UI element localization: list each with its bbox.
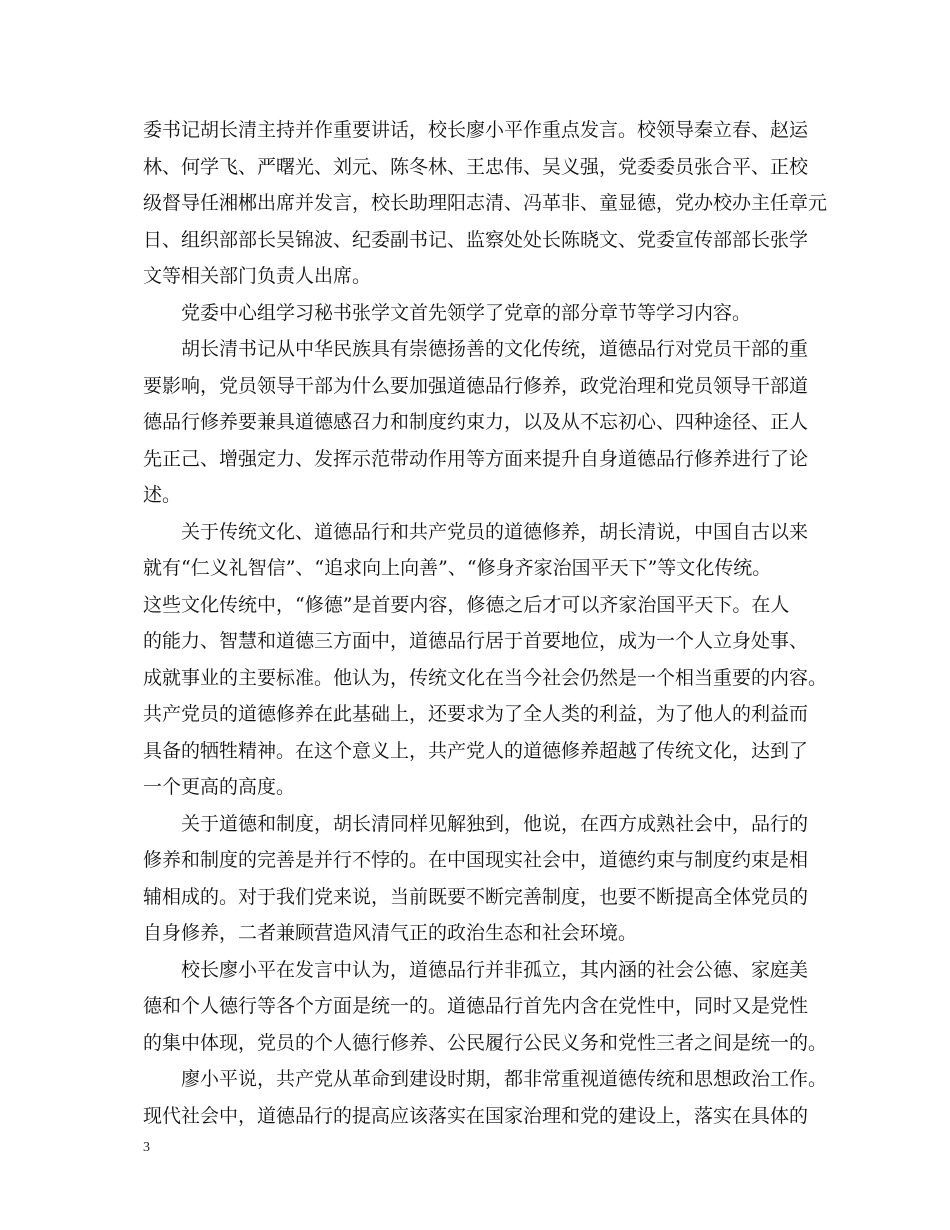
- text-line: 校长廖小平在发言中认为，道德品行并非孤立，其内涵的社会公德、家庭美: [181, 958, 809, 981]
- text-line: 日、组织部部长吴锦波、纪委副书记、监察处处长陈晓文、党委宣传部部长张学: [143, 228, 809, 251]
- text-line: 的集中体现，党员的个人德行修养、公民履行公民义务和党性三者之间是统一的。: [143, 1031, 828, 1054]
- paragraph: [143, 806, 813, 952]
- text-line: 关于传统文化、道德品行和共产党员的道德修养，胡长清说，中国自古以来: [181, 520, 809, 543]
- paragraph: [143, 112, 828, 295]
- text-line: 廖小平说，共产党从革命到建设时期，都非常重视道德传统和思想政治工作。: [181, 1068, 828, 1090]
- text-line: 要影响，党员领导干部为什么要加强道德品行修养，政党治理和党员领导干部道: [143, 374, 809, 397]
- text-line: 成就事业的主要标准。他认为，传统文化在当今社会仍然是一个相当重要的内容。: [143, 666, 828, 689]
- text-line: 级督导任湘郴出席并发言，校长助理阳志清、冯革非、童显德，党办校办主任章元: [143, 192, 828, 214]
- document-body: [143, 112, 828, 1134]
- text-line: 修养和制度的完善是并行不悖的。在中国现实社会中，道德约束与制度约束是相: [143, 849, 809, 871]
- text-line: 林、何学飞、严曙光、刘元、陈冬林、王忠伟、吴义强，党委委员张合平、正校: [143, 155, 809, 178]
- paragraph: [143, 514, 828, 806]
- text-line: 现代社会中，道德品行的提高应该落实在国家治理和党的建设上，落实在具体的: [143, 1104, 809, 1127]
- page-number: 3: [143, 1140, 150, 1155]
- text-line: 就有“仁义礼智信”、“追求向上向善”、“修身齐家治国平天下”等文化传统。: [143, 557, 772, 579]
- paragraph: [143, 1061, 828, 1134]
- paragraph: [143, 295, 813, 332]
- text-line: 先正己、增强定力、发挥示范带动作用等方面来提升自身道德品行修养进行了论: [143, 447, 809, 470]
- text-line: 辅相成的。对于我们党来说，当前既要不断完善制度，也要不断提高全体党员的: [143, 885, 809, 908]
- text-line: 的能力、智慧和道德三方面中，道德品行居于首要地位，成为一个人立身处事、: [143, 630, 809, 652]
- paragraph: [143, 331, 813, 514]
- text-line: 委书记胡长清主持并作重要讲话，校长廖小平作重点发言。校领导秦立春、赵运: [143, 119, 809, 141]
- text-line: 自身修养，二者兼顾营造风清气正的政治生态和社会环境。: [143, 922, 638, 944]
- text-line: 一个更高的高度。: [143, 776, 296, 798]
- text-line: 这些文化传统中，“修德”是首要内容，修德之后才可以齐家治国平天下。在人: [143, 593, 790, 616]
- paragraph: [143, 952, 828, 1062]
- text-line: 德品行修养要兼具道德感召力和制度约束力，以及从不忘初心、四种途径、正人: [143, 411, 809, 433]
- text-line: 共产党员的道德修养在此基础上，还要求为了全人类的利益，为了他人的利益而: [143, 703, 809, 725]
- text-line: 具备的牺牲精神。在这个意义上，共产党人的道德修养超越了传统文化，达到了: [143, 739, 809, 762]
- text-line: 述。: [143, 484, 182, 506]
- text-line: 文等相关部门负责人出席。: [143, 265, 372, 287]
- text-line: 德和个人德行等各个方面是统一的。道德品行首先内含在党性中，同时又是党性: [143, 995, 809, 1017]
- text-line: 关于道德和制度，胡长清同样见解独到，他说，在西方成熟社会中，品行的: [181, 812, 809, 835]
- text-line: 胡长清书记从中华民族具有崇德扬善的文化传统，道德品行对党员干部的重: [181, 338, 809, 360]
- text-line: 党委中心组学习秘书张学文首先领学了党章的部分章节等学习内容。: [181, 301, 752, 324]
